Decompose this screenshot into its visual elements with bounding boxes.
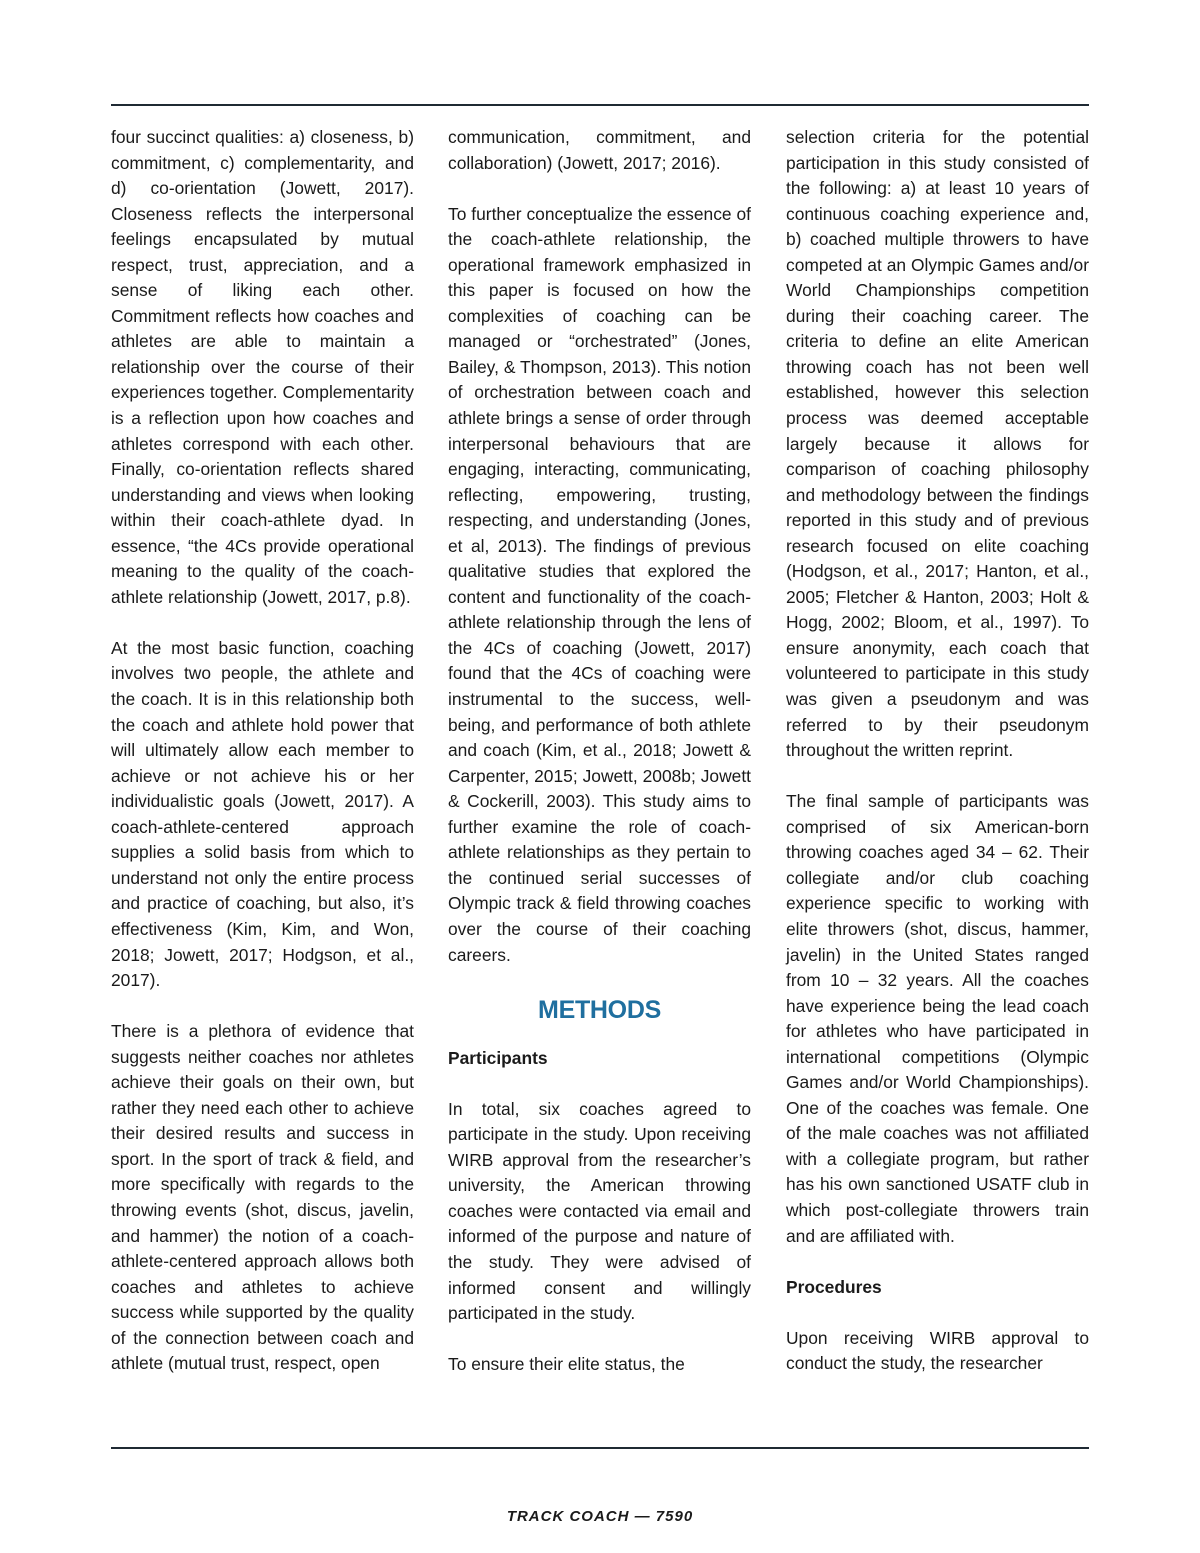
col1-paragraph-2: At the most basic function, coaching involves two people, the athlete and the coach. It is in this relationship both the coach and athlete hold power that will ultimately allow each member to achieve or not achieve his or her individualistic goals (Jowett, 2017). A coach-athlete-centered approach supplies a solid basis from which to understand not only the entire process and practice of coaching, but also, it’s effectiveness (Kim, Kim, and Won, 2018; Jowett, 2017; Hodgson, et al., 2017). xyxy=(111,637,414,991)
procedures-subheading: Procedures xyxy=(786,1276,882,1297)
col2-paragraph-2: To further conceptualize the essence of the coach-athlete relationship, the operational framework emphasized in this paper is focused on how the complexities of coaching can be managed or “orchestrated” (Jones, Bailey, & Thompson, 2013). This notion of orchestration between coach and athlete brings a sense of order through interpersonal behaviours that are engaging, interacting, communicating, reflecting, empowering, trusting, respecting, and understanding (Jones, et al, 2013). The findings of previous qualitative studies that explored the content and functionality of the coach-athlete relationship through the lens of the 4Cs of coaching (Jowett, 2017) found that the 4Cs of coaching were instrumental to the success, well-being, and performance of both athlete and coach (Kim, et al., 2018; Jowett & Carpenter, 2015; Jowett, 2008b; Jowett & Cockerill, 2003). This study aims to further examine the role of coach-athlete relationships as they pertain to the continued serial successes of Olympic track & field throwing coaches over the course of their coaching careers. xyxy=(448,203,751,965)
page-footer: TRACK COACH — 7590 xyxy=(506,1508,694,1525)
col1-paragraph-3: There is a plethora of evidence that suggests neither coaches nor athletes achieve their goals on their own, but rather they need each other to achieve their desired results and success in sport. In the sport of track & field, and more specifically with regards to the throwing events (shot, discus, javelin, and hammer) the notion of a coach-athlete-centered approach allows both coaches and athletes to achieve success while supported by the quality of the connection between coach and athlete (mutual trust, respect, open xyxy=(111,1021,414,1374)
col3-paragraph-1: selection criteria for the potential participation in this study consisted of the following: a) at least 10 years of continuous coaching experience and, b) coached multiple throwers to have competed at an Olympic Games and/or World Championships competition during their coaching career. The criteria to define an elite American throwing coach has not been well established, however this selection process was deemed acceptable largely because it allows for comparison of coaching philosophy and methodology between the findings reported in this study and of previous research focused on elite coaching (Hodgson, et al., 2017; Hanton, et al., 2005; Fletcher & Hanton, 2003; Holt & Hogg, 2002; Bloom, et al., 1997). To ensure anonymity, each coach that volunteered to participate in this study was given a pseudonym and was referred to by their pseudonym throughout the written reprint. xyxy=(786,127,1089,761)
col3-paragraph-3: Upon receiving WIRB approval to conduct the study, the researcher xyxy=(786,1327,1089,1374)
col3-paragraph-2: The final sample of participants was comprised of six American-born throwing coaches aged 34 – 62. Their collegiate and/or club coaching experience specific to working with elite throwers (shot, discus, hammer, javelin) in the United States ranged from 10 – 32 years. All the coaches have experience being the lead coach for athletes who have participated in international competitions (Olympic Games and/or World Championships). One of the coaches was female. One of the male coaches was not affiliated with a collegiate program, but rather has his own sanctioned USATF club in which post-collegiate throwers train and are affiliated with. xyxy=(786,791,1089,1246)
methods-heading: METHODS xyxy=(538,995,661,1024)
bottom-rule xyxy=(111,1447,1089,1449)
column-2 xyxy=(448,125,751,1378)
participants-subheading: Participants xyxy=(448,1047,548,1068)
column-1 xyxy=(111,125,414,1377)
col2-paragraph-1: communication, commitment, and collaboration) (Jowett, 2017; 2016). xyxy=(448,127,751,173)
top-rule xyxy=(111,104,1089,106)
column-3 xyxy=(786,125,1089,1377)
col1-paragraph-1: four succinct qualities: a) closeness, b) commitment, c) complementarity, and d) co-orientation (Jowett, 2017). Closeness reflects the interpersonal feelings encapsulated by mutual respect, trust, appreciation, and a sense of liking each other. Commitment reflects how coaches and athletes are able to maintain a relationship over the course of their experiences together. Complementarity is a reflection upon how coaches and athletes correspond with each other. Finally, co-orientation reflects shared understanding and views when looking within their coach-athlete dyad. In essence, “the 4Cs provide operational meaning to the quality of the coach-athlete relationship (Jowett, 2017, p.8). xyxy=(111,127,414,607)
col2-paragraph-4: To ensure their elite status, the xyxy=(448,1354,685,1375)
col2-paragraph-3: In total, six coaches agreed to participate in the study. Upon receiving WIRB approval from the researcher’s university, the American throwing coaches were contacted via email and informed of the purpose and nature of the study. They were advised of informed consent and willingly participated in the study. xyxy=(448,1098,751,1324)
